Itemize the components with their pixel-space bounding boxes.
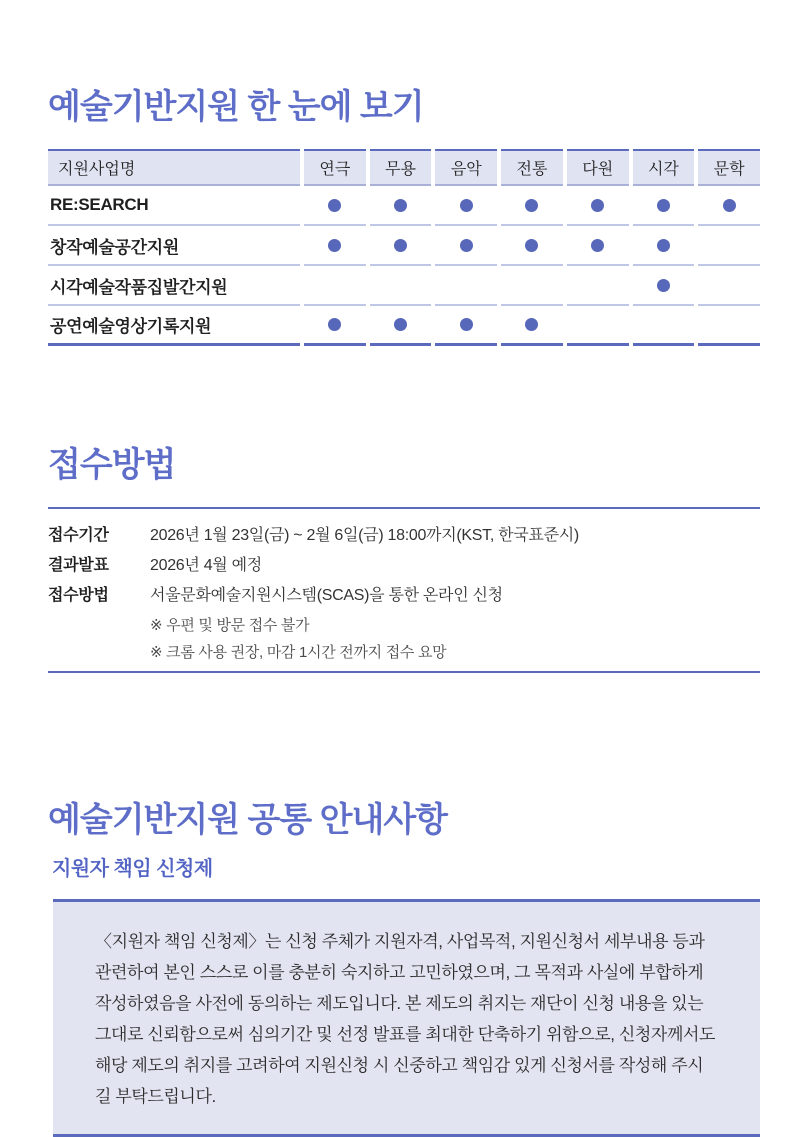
application-notes [150, 612, 760, 666]
genre-supported-dot [328, 318, 341, 331]
table-cell-genre-mark [501, 226, 563, 266]
application-note: ※ 크롬 사용 권장, 마감 1시간 전까지 접수 요망 [150, 644, 447, 661]
table-cell-program-name: 창작예술공간지원 [48, 226, 300, 266]
genre-supported-dot [657, 239, 670, 252]
table-header-genre: 음악 [435, 149, 497, 186]
table-header-genre: 연극 [304, 149, 366, 186]
table-cell-genre-mark [435, 306, 497, 346]
genre-supported-dot [723, 199, 736, 212]
detail-value: 서울문화예술지원시스템(SCAS)을 통한 온라인 신청 [150, 587, 503, 604]
table-cell-program-name: 시각예술작품집발간지원 [48, 266, 300, 306]
table-cell-genre-mark [501, 306, 563, 346]
application-detail-row [48, 521, 760, 551]
table-cell-genre-mark [304, 266, 366, 306]
divider-line-bottom [48, 671, 760, 673]
table-header-genre: 문학 [698, 149, 760, 186]
table-cell-genre-mark [567, 266, 629, 306]
table-cell-genre-mark [567, 186, 629, 226]
table-cell-genre-mark [370, 186, 432, 226]
table-cell-genre-mark [633, 186, 695, 226]
notice-section-title: 예술기반지원 공통 안내사항 [48, 801, 448, 839]
table-cell-genre-mark [698, 306, 760, 346]
table-header-program-name: 지원사업명 [48, 149, 300, 186]
genre-supported-dot [525, 199, 538, 212]
table-header-genre: 무용 [370, 149, 432, 186]
program-genre-table [48, 149, 760, 346]
genre-supported-dot [657, 199, 670, 212]
application-detail-row [48, 551, 760, 581]
genre-supported-dot [460, 318, 473, 331]
table-cell-genre-mark [370, 226, 432, 266]
table-cell-genre-mark [435, 186, 497, 226]
genre-supported-dot [525, 318, 538, 331]
detail-label: 결과발표 [48, 557, 109, 574]
table-cell-genre-mark [698, 266, 760, 306]
table-cell-genre-mark [698, 226, 760, 266]
table-cell-genre-mark [435, 266, 497, 306]
table-cell-genre-mark [304, 306, 366, 346]
table-header-genre: 전통 [501, 149, 563, 186]
genre-supported-dot [394, 239, 407, 252]
table-cell-genre-mark [370, 266, 432, 306]
table-cell-genre-mark [698, 186, 760, 226]
genre-supported-dot [591, 239, 604, 252]
table-cell-genre-mark [633, 306, 695, 346]
genre-supported-dot [657, 279, 670, 292]
application-detail-rows [48, 521, 760, 611]
table-cell-genre-mark [304, 226, 366, 266]
table-cell-genre-mark [370, 306, 432, 346]
table-cell-genre-mark [501, 186, 563, 226]
genre-supported-dot [591, 199, 604, 212]
table-cell-genre-mark [501, 266, 563, 306]
table-header-genre: 다원 [567, 149, 629, 186]
table-cell-program-name: RE:SEARCH [48, 186, 300, 226]
table-cell-genre-mark [633, 266, 695, 306]
table-cell-genre-mark [567, 306, 629, 346]
genre-supported-dot [460, 199, 473, 212]
table-cell-genre-mark [633, 226, 695, 266]
table-cell-genre-mark [304, 186, 366, 226]
table-cell-genre-mark [567, 226, 629, 266]
detail-value: 2026년 1월 23일(금) ~ 2월 6일(금) 18:00까지(KST, 한국표준시) [150, 527, 579, 544]
detail-label: 접수기간 [48, 527, 109, 544]
genre-supported-dot [394, 199, 407, 212]
table-cell-program-name: 공연예술영상기록지원 [48, 306, 300, 346]
overview-section-title: 예술기반지원 한 눈에 보기 [48, 88, 424, 126]
applicant-responsibility-text: 〈지원자 책임 신청제〉는 신청 주체가 지원자격, 사업목적, 지원신청서 세부내용 등과 관련하여 본인 스스로 이를 충분히 숙지하고 고민하였으며, 그 목적과 사실에 부합하게 작성하였음을 사전에 동의하는 제도입니다. 본 제도의 취지는 재단이 신청 내용을 있는 그대로 신뢰함으로써 심의기간 및 선정 발표를 최대한 단축하기 위함으로, 신청자께서도 해당 제도의 취지를 고려하여 지원신청 시 신중하고 책임감 있게 신청서를 작성해 주시길 부탁드립니다. [95, 932, 716, 1106]
detail-value: 2026년 4월 예정 [150, 557, 262, 574]
divider-line-top [48, 507, 760, 509]
table-header-genre: 시각 [633, 149, 695, 186]
detail-label: 접수방법 [48, 587, 109, 604]
genre-supported-dot [328, 239, 341, 252]
application-detail-row [48, 581, 760, 611]
genre-supported-dot [328, 199, 341, 212]
notice-subtitle: 지원자 책임 신청제 [52, 858, 213, 880]
genre-supported-dot [460, 239, 473, 252]
genre-supported-dot [525, 239, 538, 252]
applicant-responsibility-box [53, 899, 760, 1137]
application-note: ※ 우편 및 방문 접수 불가 [150, 617, 310, 634]
table-cell-genre-mark [435, 226, 497, 266]
genre-supported-dot [394, 318, 407, 331]
application-section-title: 접수방법 [48, 446, 176, 484]
